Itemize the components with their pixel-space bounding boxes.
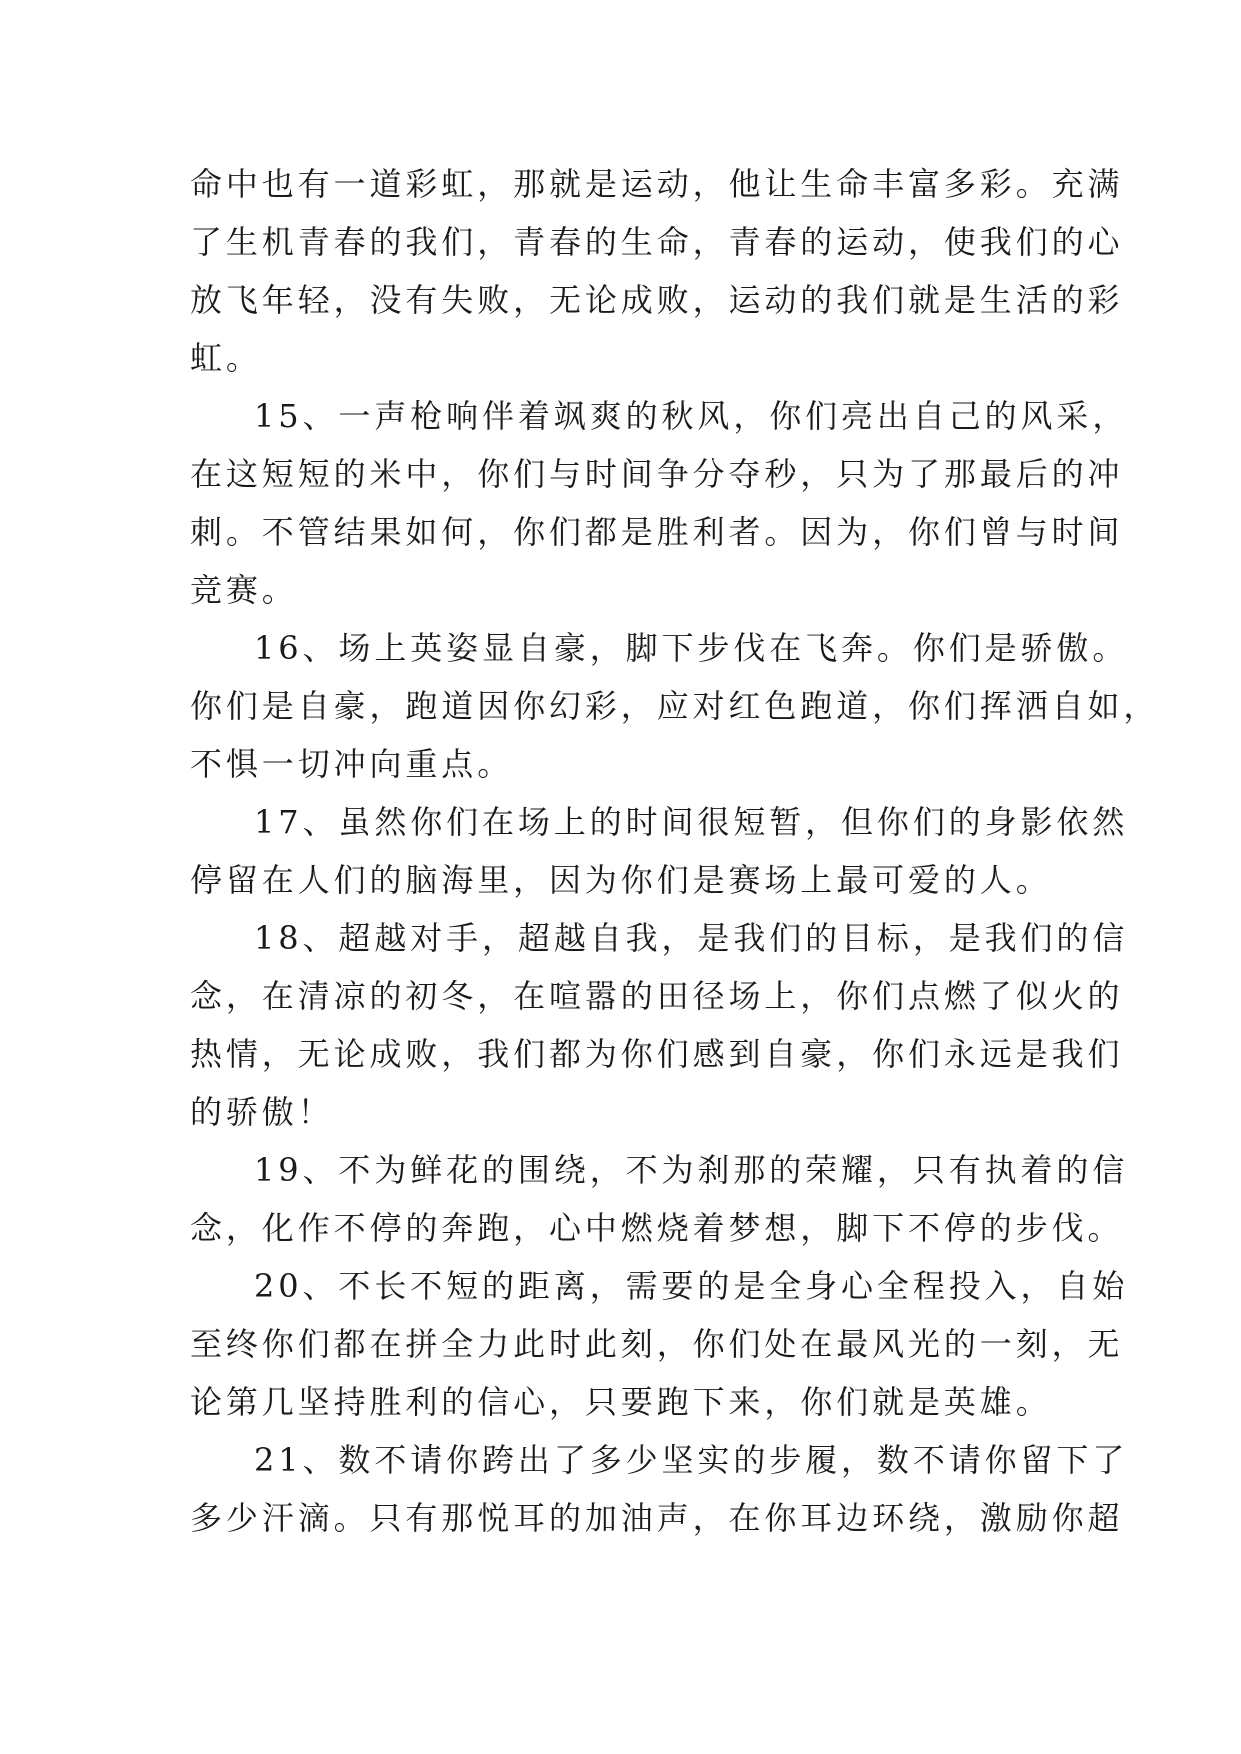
text-line: 念，在清凉的初冬，在喧嚣的田径场上，你们点燃了似火的	[190, 977, 1124, 1015]
paragraph-18-start: 18、超越对手，超越自我，是我们的目标，是我们的信	[254, 919, 1129, 957]
text-line: 停留在人们的脑海里，因为你们是赛场上最可爱的人。	[190, 861, 1052, 899]
text-line: 念，化作不停的奔跑，心中燃烧着梦想，脚下不停的步伐。	[190, 1209, 1124, 1247]
text-line: 你们是自豪，跑道因你幻彩，应对红色跑道，你们挥洒自如，	[190, 687, 1160, 725]
paragraph-20-start: 20、不长不短的距离，需要的是全身心全程投入，自始	[254, 1267, 1129, 1305]
text-line: 不惧一切冲向重点。	[190, 745, 514, 783]
text-line: 刺。不管结果如何，你们都是胜利者。因为，你们曾与时间	[190, 513, 1124, 551]
text-line: 热情，无论成败，我们都为你们感到自豪，你们永远是我们	[190, 1035, 1124, 1073]
text-line: 多少汗滴。只有那悦耳的加油声，在你耳边环绕，激励你超	[190, 1499, 1124, 1537]
paragraph-21-start: 21、数不请你跨出了多少坚实的步履，数不请你留下了	[254, 1441, 1129, 1479]
document-body	[190, 155, 1160, 1547]
text-line: 虹。	[190, 339, 262, 377]
text-line: 论第几坚持胜利的信心，只要跑下来，你们就是英雄。	[190, 1383, 1052, 1421]
text-line: 在这短短的米中，你们与时间争分夺秒，只为了那最后的冲	[190, 455, 1124, 493]
text-line: 竞赛。	[190, 571, 298, 609]
text-line: 的骄傲！	[190, 1093, 334, 1131]
paragraph-17-start: 17、虽然你们在场上的时间很短暂，但你们的身影依然	[254, 803, 1129, 841]
text-line: 至终你们都在拼全力此时此刻，你们处在最风光的一刻，无	[190, 1325, 1124, 1363]
text-line: 命中也有一道彩虹，那就是运动，他让生命丰富多彩。充满	[190, 165, 1124, 203]
text-line: 了生机青春的我们，青春的生命，青春的运动，使我们的心	[190, 223, 1124, 261]
text-line: 放飞年轻，没有失败，无论成败，运动的我们就是生活的彩	[190, 281, 1124, 319]
paragraph-15-start: 15、一声枪响伴着飒爽的秋风，你们亮出自己的风采，	[254, 397, 1129, 435]
paragraph-16-start: 16、场上英姿显自豪，脚下步伐在飞奔。你们是骄傲。	[254, 629, 1129, 667]
paragraph-19-start: 19、不为鲜花的围绕，不为刹那的荣耀，只有执着的信	[254, 1151, 1129, 1189]
